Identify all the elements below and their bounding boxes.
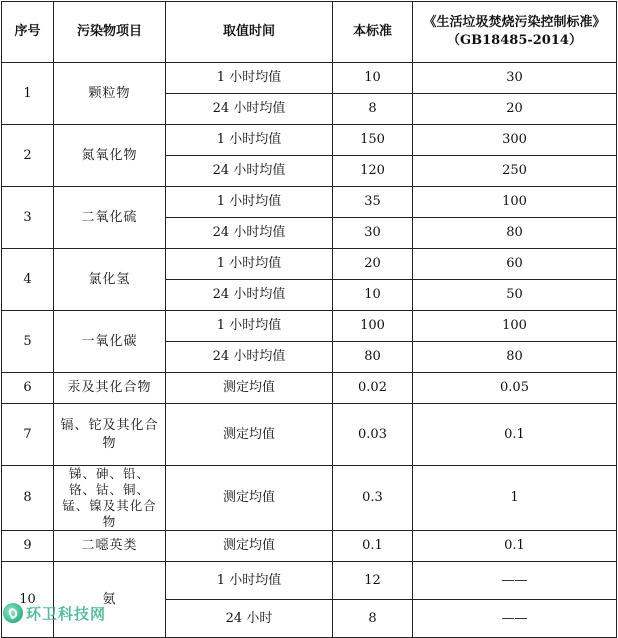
this-standard-value: 35: [333, 187, 413, 218]
pollutant-name: 二噁英类: [54, 531, 166, 562]
gb-standard-value: ——: [413, 562, 617, 600]
gb-standard-value: 250: [413, 156, 617, 187]
table-row: [2, 125, 617, 156]
this-standard-value: 0.1: [333, 531, 413, 562]
row-number: 10: [2, 562, 54, 638]
averaging-time: 1 小时均值: [166, 311, 333, 342]
pollutant-name: 二氧化硫: [54, 187, 166, 249]
this-standard-value: 0.3: [333, 466, 413, 531]
row-number: 9: [2, 531, 54, 562]
row-number: 6: [2, 373, 54, 404]
pollutant-name: 锑、砷、铅、铬、钴、铜、锰、镍及其化合物: [54, 466, 166, 531]
header-serial-number: 序号: [2, 2, 54, 63]
this-standard-value: 80: [333, 342, 413, 373]
this-standard-value: 10: [333, 280, 413, 311]
averaging-time: 1 小时均值: [166, 125, 333, 156]
this-standard-value: 8: [333, 600, 413, 638]
leaf-drop-icon: [3, 603, 23, 623]
gb-standard-value: 100: [413, 187, 617, 218]
gb-standard-value: 300: [413, 125, 617, 156]
gb-standard-value: 60: [413, 249, 617, 280]
table-row: [2, 531, 617, 562]
gb-standard-value: 1: [413, 466, 617, 531]
pollutant-name: 氯化氢: [54, 249, 166, 311]
row-number: 2: [2, 125, 54, 187]
averaging-time: 1 小时均值: [166, 249, 333, 280]
averaging-time: 1 小时均值: [166, 562, 333, 600]
averaging-time: 1 小时均值: [166, 187, 333, 218]
averaging-time: 24 小时: [166, 600, 333, 638]
pollutant-name: 镉、铊及其化合物: [54, 404, 166, 466]
gb-standard-value: 80: [413, 218, 617, 249]
header-pollutant-item: 污染物项目: [54, 2, 166, 63]
header-gb-standard: 《生活垃圾焚烧污染控制标准》（GB18485-2014）: [413, 2, 617, 63]
pollutant-name: 颗粒物: [54, 63, 166, 125]
gb-standard-value: ——: [413, 600, 617, 638]
table-row: [2, 466, 617, 531]
table-row: [2, 63, 617, 94]
watermark-text: 环卫科技网: [26, 604, 107, 623]
averaging-time: 24 小时均值: [166, 156, 333, 187]
this-standard-value: 20: [333, 249, 413, 280]
gb-standard-value: 100: [413, 311, 617, 342]
averaging-time: 24 小时均值: [166, 342, 333, 373]
gb-standard-value: 0.1: [413, 531, 617, 562]
row-number: 5: [2, 311, 54, 373]
averaging-time: 24 小时均值: [166, 218, 333, 249]
header-averaging-time: 取值时间: [166, 2, 333, 63]
averaging-time: 24 小时均值: [166, 94, 333, 125]
row-number: 4: [2, 249, 54, 311]
pollutant-name: 汞及其化合物: [54, 373, 166, 404]
table-row: [2, 373, 617, 404]
this-standard-value: 10: [333, 63, 413, 94]
table-row: [2, 249, 617, 280]
table-row: [2, 311, 617, 342]
this-standard-value: 150: [333, 125, 413, 156]
averaging-time: 测定均值: [166, 373, 333, 404]
site-watermark: [3, 601, 106, 625]
pollutant-name: 一氧化碳: [54, 311, 166, 373]
this-standard-value: 0.03: [333, 404, 413, 466]
averaging-time: 24 小时均值: [166, 280, 333, 311]
this-standard-value: 120: [333, 156, 413, 187]
pollutant-name: 氨: [54, 562, 166, 638]
gb-standard-value: 80: [413, 342, 617, 373]
row-number: 3: [2, 187, 54, 249]
this-standard-value: 8: [333, 94, 413, 125]
table-row: [2, 562, 617, 600]
gb-standard-value: 30: [413, 63, 617, 94]
table-row: [2, 187, 617, 218]
row-number: 1: [2, 63, 54, 125]
gb-standard-value: 20: [413, 94, 617, 125]
gb-standard-value: 50: [413, 280, 617, 311]
averaging-time: 1 小时均值: [166, 63, 333, 94]
this-standard-value: 0.02: [333, 373, 413, 404]
table-header-row: [2, 2, 617, 63]
averaging-time: 测定均值: [166, 404, 333, 466]
gb-standard-value: 0.05: [413, 373, 617, 404]
header-this-standard: 本标准: [333, 2, 413, 63]
gb-standard-value: 0.1: [413, 404, 617, 466]
table-row: [2, 404, 617, 466]
averaging-time: 测定均值: [166, 531, 333, 562]
emission-standards-table: [1, 1, 617, 638]
this-standard-value: 12: [333, 562, 413, 600]
this-standard-value: 30: [333, 218, 413, 249]
row-number: 7: [2, 404, 54, 466]
averaging-time: 测定均值: [166, 466, 333, 531]
this-standard-value: 100: [333, 311, 413, 342]
pollutant-name: 氮氧化物: [54, 125, 166, 187]
row-number: 8: [2, 466, 54, 531]
